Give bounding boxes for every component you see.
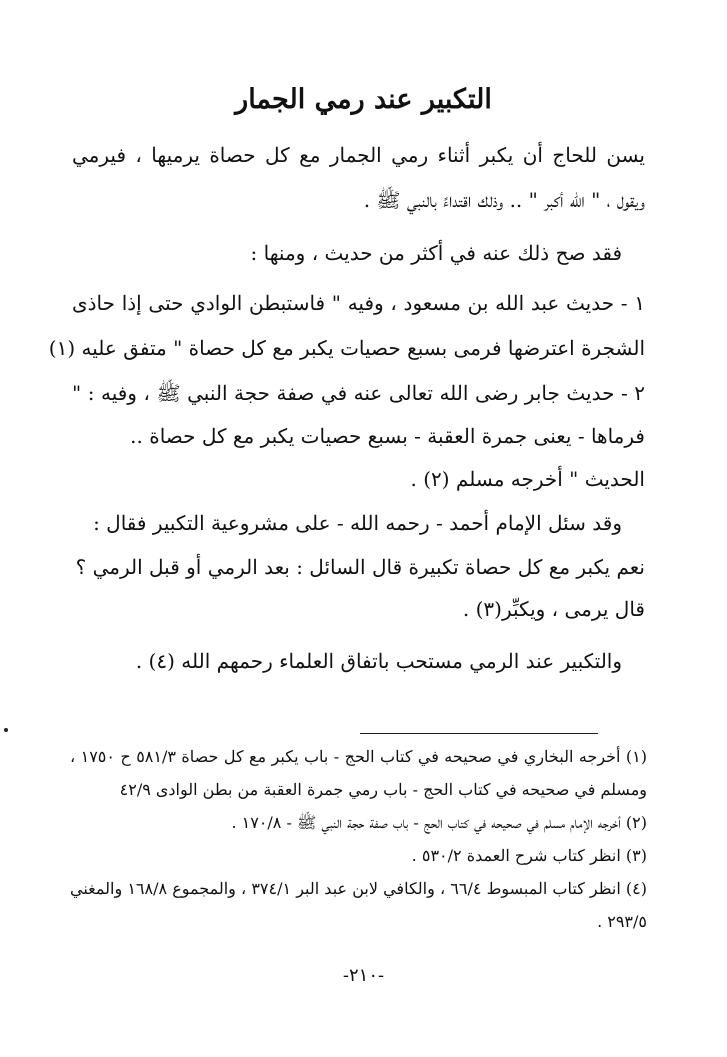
ahmad-line-3: قال يرمى ، ويكبِّر(٣) .	[462, 597, 645, 621]
footnote-4-line-1: (٤) انظر كتاب المبسوط ٦٦/٤ ، والكافي لابن عبد البر ٣٧٤/١ ، والمجموع ١٦٨/٨ والمغني	[70, 879, 648, 898]
footnote-4-line-2: ٢٩٣/٥ .	[597, 912, 647, 931]
page-number: -٢١٠-	[342, 965, 385, 986]
footnote-1-line-1: (١) أخرجه البخاري في صحيحه في كتاب الحج - باب يكبر مع كل حصاة ٥٨١/٣ ح ١٧٥٠ ،	[70, 747, 648, 766]
hadith-2-line-2: فرماها - يعنى جمرة العقبة - بسبع حصيات يكبر مع كل حصاة ..	[130, 424, 645, 448]
hadith-2-line-3: الحديث " أخرجه مسلم (٢) .	[410, 467, 645, 491]
footnote-2: (٢) أخرجه الإمام مسلم في صحيحه في كتاب الحج - باب صفة حجة النبي ﷺ - ١٧٠/٨ .	[231, 813, 647, 832]
conclusion-line: والتكبير عند الرمي مستحب باتفاق العلماء رحمهم الله (٤) .	[135, 649, 622, 673]
paragraph-line-2: ويقول ، " الله أكبر " .. وذلك اقتداءً بالنبي ﷺ .	[363, 188, 645, 212]
footnote-1-line-2: ومسلم في صحيحه في كتاب الحج - باب رمي جمرة العقبة من بطن الوادى ٤٢/٩	[119, 780, 647, 799]
ahmad-line-1: وقد سئل الإمام أحمد - رحمه الله - على مشروعية التكبير فقال :	[93, 511, 622, 535]
hadith-1-line-2: الشجرة اعترضها فرمى بسبع حصيات يكبر مع كل حصاة " متفق عليه (١)	[48, 336, 645, 360]
paragraph-line-1: يسن للحاج أن يكبر أثناء رمي الجمار مع كل حصاة يرميها ، فيرمي	[72, 143, 645, 167]
footnote-3: (٣) انظر كتاب شرح العمدة ٥٣٠/٢ .	[411, 846, 647, 865]
page-title: التكبير عند رمي الجمار	[235, 84, 492, 115]
hadith-1-line-1: ١ - حديث عبد الله بن مسعود ، وفيه " فاستبطن الوادي حتى إذا حاذى	[72, 291, 645, 315]
ahmad-line-2: نعم يكبر مع كل حصاة تكبيرة قال السائل : بعد الرمي أو قبل الرمي ؟	[75, 555, 645, 579]
paragraph-line-3: فقد صح ذلك عنه في أكثر من حديث ، ومنها :	[250, 241, 622, 265]
hadith-2-line-1: ٢ - حديث جابر رضى الله تعالى عنه في صفة حجة النبي ﷺ ، وفيه : "	[72, 381, 645, 405]
footnote-separator	[360, 733, 598, 734]
margin-dot	[4, 728, 8, 732]
